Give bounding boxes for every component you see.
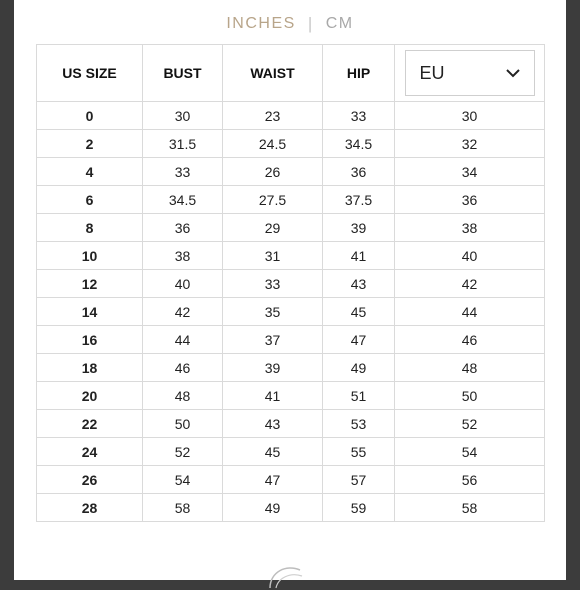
table-header-row	[37, 45, 545, 102]
header-us-size: US SIZE	[37, 45, 143, 102]
cell-us-size: 2	[37, 130, 143, 158]
cell-waist: 47	[223, 466, 323, 494]
unit-toggle	[14, 12, 566, 36]
table-row	[37, 410, 545, 438]
cell-waist: 26	[223, 158, 323, 186]
table-row	[37, 102, 545, 130]
cell-us-size: 28	[37, 494, 143, 522]
cell-eu: 36	[395, 186, 545, 214]
header-waist: WAIST	[223, 45, 323, 102]
cell-eu: 32	[395, 130, 545, 158]
cell-us-size: 24	[37, 438, 143, 466]
cell-hip: 57	[323, 466, 395, 494]
cell-bust: 36	[143, 214, 223, 242]
cell-hip: 49	[323, 354, 395, 382]
table-row	[37, 158, 545, 186]
cell-eu: 52	[395, 410, 545, 438]
region-select[interactable]	[405, 50, 535, 96]
cell-bust: 38	[143, 242, 223, 270]
cell-waist: 31	[223, 242, 323, 270]
cell-eu: 38	[395, 214, 545, 242]
unit-cm-tab[interactable]: CM	[325, 15, 354, 32]
cell-us-size: 18	[37, 354, 143, 382]
cell-waist: 33	[223, 270, 323, 298]
cell-hip: 43	[323, 270, 395, 298]
header-region-cell	[395, 45, 545, 102]
cell-hip: 55	[323, 438, 395, 466]
cell-us-size: 8	[37, 214, 143, 242]
chevron-down-icon	[506, 68, 520, 78]
cell-us-size: 26	[37, 466, 143, 494]
cell-hip: 39	[323, 214, 395, 242]
table-row	[37, 382, 545, 410]
cell-hip: 51	[323, 382, 395, 410]
cell-waist: 37	[223, 326, 323, 354]
cell-hip: 34.5	[323, 130, 395, 158]
cell-waist: 49	[223, 494, 323, 522]
cell-eu: 46	[395, 326, 545, 354]
cell-bust: 48	[143, 382, 223, 410]
table-row	[37, 186, 545, 214]
cell-eu: 50	[395, 382, 545, 410]
cell-eu: 54	[395, 438, 545, 466]
cell-us-size: 6	[37, 186, 143, 214]
size-chart-panel	[14, 0, 566, 580]
unit-separator: |	[307, 14, 314, 33]
cell-hip: 41	[323, 242, 395, 270]
cell-eu: 34	[395, 158, 545, 186]
table-row	[37, 130, 545, 158]
cell-eu: 58	[395, 494, 545, 522]
cell-hip: 33	[323, 102, 395, 130]
header-hip: HIP	[323, 45, 395, 102]
cell-eu: 48	[395, 354, 545, 382]
cell-hip: 53	[323, 410, 395, 438]
unit-inches-tab[interactable]: INCHES	[226, 15, 296, 32]
cell-bust: 46	[143, 354, 223, 382]
cell-bust: 33	[143, 158, 223, 186]
table-row	[37, 298, 545, 326]
region-select-value: EU	[419, 62, 445, 83]
cell-eu: 56	[395, 466, 545, 494]
cell-eu: 40	[395, 242, 545, 270]
table-row	[37, 354, 545, 382]
table-row	[37, 438, 545, 466]
cell-us-size: 12	[37, 270, 143, 298]
table-row	[37, 326, 545, 354]
cell-us-size: 4	[37, 158, 143, 186]
cell-hip: 36	[323, 158, 395, 186]
cell-waist: 35	[223, 298, 323, 326]
cell-bust: 54	[143, 466, 223, 494]
table-row	[37, 270, 545, 298]
cell-hip: 59	[323, 494, 395, 522]
cell-bust: 34.5	[143, 186, 223, 214]
cell-waist: 45	[223, 438, 323, 466]
cell-bust: 52	[143, 438, 223, 466]
cell-us-size: 22	[37, 410, 143, 438]
cell-hip: 45	[323, 298, 395, 326]
cell-bust: 30	[143, 102, 223, 130]
cell-bust: 31.5	[143, 130, 223, 158]
cell-us-size: 0	[37, 102, 143, 130]
cell-hip: 37.5	[323, 186, 395, 214]
cell-us-size: 14	[37, 298, 143, 326]
cell-bust: 40	[143, 270, 223, 298]
cell-eu: 42	[395, 270, 545, 298]
cell-eu: 30	[395, 102, 545, 130]
table-row	[37, 494, 545, 522]
header-bust: BUST	[143, 45, 223, 102]
table-row	[37, 214, 545, 242]
cell-waist: 24.5	[223, 130, 323, 158]
logo-icon	[264, 560, 310, 590]
table-row	[37, 466, 545, 494]
cell-hip: 47	[323, 326, 395, 354]
cell-waist: 41	[223, 382, 323, 410]
cell-waist: 39	[223, 354, 323, 382]
cell-waist: 29	[223, 214, 323, 242]
cell-us-size: 20	[37, 382, 143, 410]
cell-bust: 50	[143, 410, 223, 438]
cell-bust: 58	[143, 494, 223, 522]
cell-us-size: 16	[37, 326, 143, 354]
table-row	[37, 242, 545, 270]
cell-us-size: 10	[37, 242, 143, 270]
cell-waist: 23	[223, 102, 323, 130]
cell-bust: 42	[143, 298, 223, 326]
cell-waist: 27.5	[223, 186, 323, 214]
cell-eu: 44	[395, 298, 545, 326]
cell-waist: 43	[223, 410, 323, 438]
size-table	[36, 44, 545, 522]
cell-bust: 44	[143, 326, 223, 354]
